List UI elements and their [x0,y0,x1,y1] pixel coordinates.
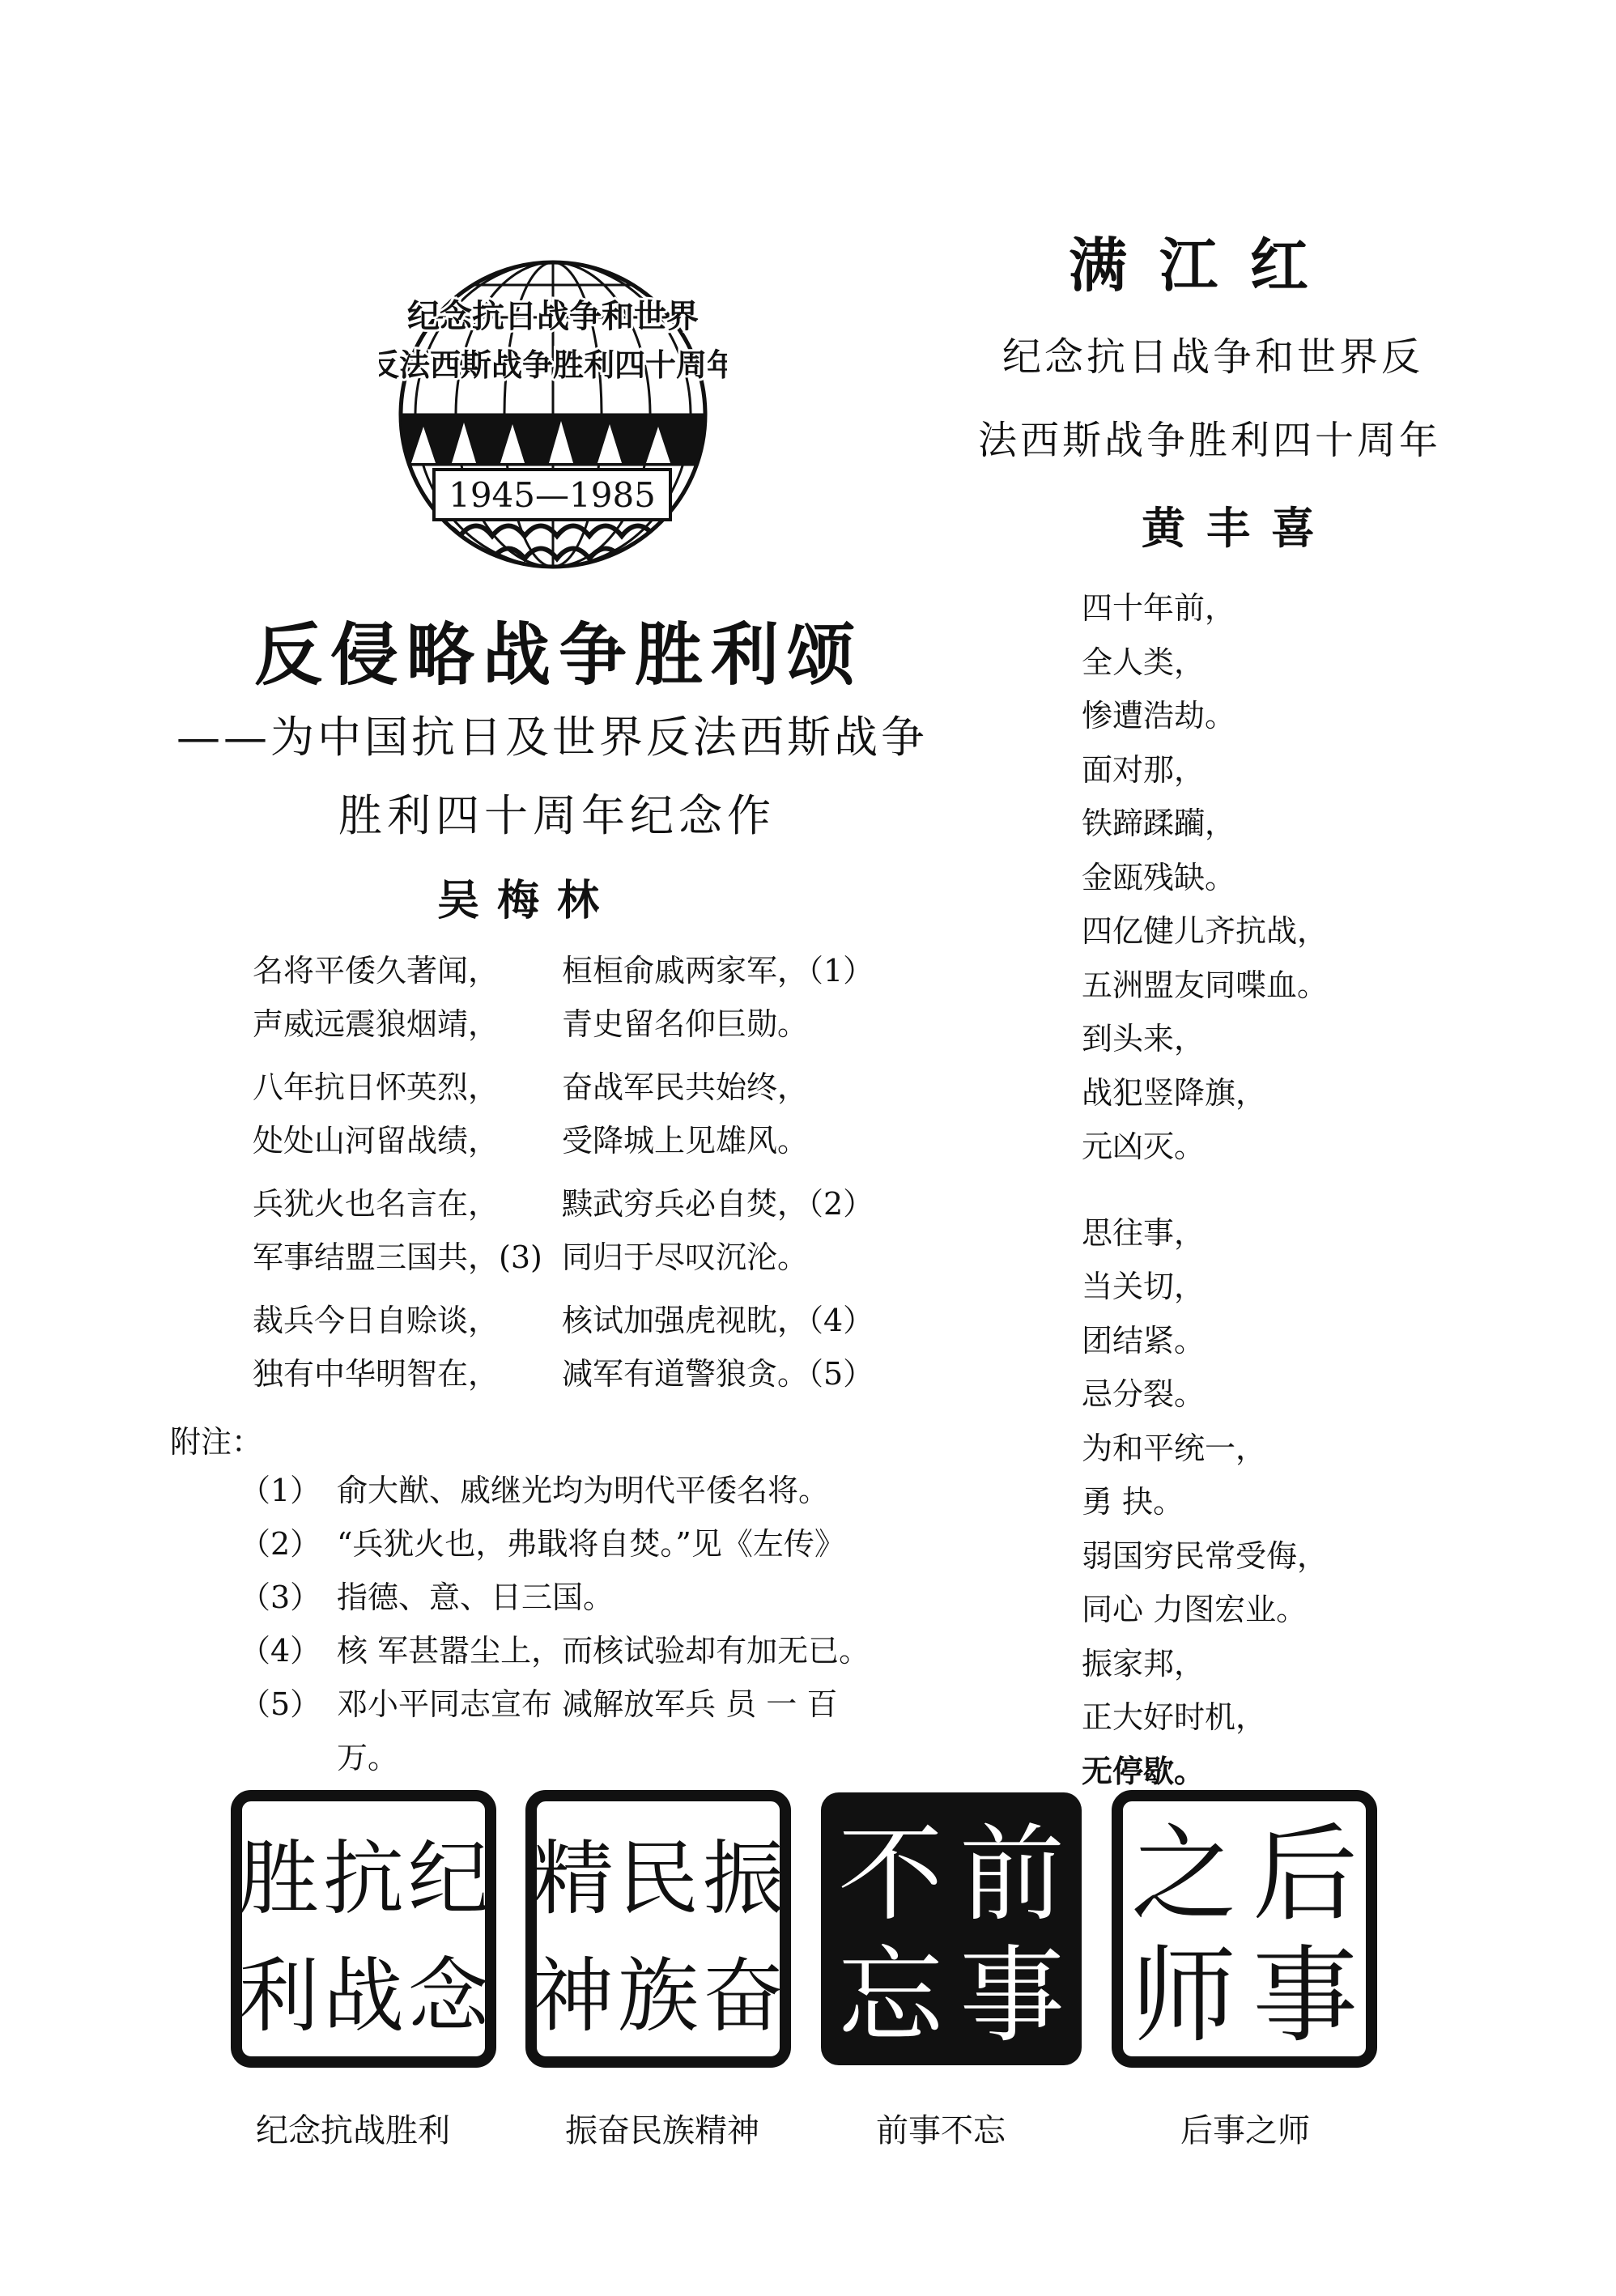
poem-line [253,1349,981,1402]
right-poem-line: 团结紧。 [1082,1322,1206,1358]
seal-remember-past [818,1789,1085,2069]
right-poem-line: 全人类， [1082,644,1206,680]
poem-line-first-half: 裁兵今日自赊谈， [253,1303,500,1338]
right-poem-line: 振家邦， [1082,1645,1206,1682]
right-poem-line: 勇 抉。 [1082,1484,1184,1520]
right-poem-subtitle-line1: 纪念抗日战争和世界反 [1002,334,1424,380]
poem-line-second-half: 同归于尽叹沉沦。 [562,1239,809,1275]
right-poem-line: 到头来， [1082,1021,1206,1057]
right-poem-line: 元凶灭。 [1082,1129,1206,1164]
poem-line [253,946,981,999]
emblem-years: 1945—1985 [449,475,656,515]
stanza-gap [1082,1176,1422,1208]
globe-emblem-icon [379,253,727,576]
svg-text:族: 族 [618,1949,699,2043]
note-item [240,1519,936,1572]
seal-caption: 纪念抗战胜利 [256,2112,450,2149]
note-item [240,1733,936,1786]
svg-text:之: 之 [1130,1813,1237,1936]
svg-text:师: 师 [1130,1934,1237,2057]
svg-text:事: 事 [959,1934,1065,2057]
poem-line-first-half: 兵犹火也名言在， [253,1186,500,1222]
poem-line-second-half: 核试加强虎视眈，（4） [562,1303,874,1338]
svg-text:战: 战 [323,1949,404,2043]
right-poem-line: 正大好时机， [1082,1699,1267,1735]
poem-line-first-half: 名将平倭久著闻， [253,953,500,989]
right-poem-title: 满江红 [1069,232,1342,300]
note-text: “兵犹火也，弗戢将自焚。”见《左传》 [337,1526,845,1562]
right-poem-line: 四亿健儿齐抗战， [1082,913,1329,949]
main-poem-subtitle-line1: ——为中国抗日及世界反法西斯战争 [176,712,928,763]
seal-caption: 振奋民族精神 [565,2112,759,2149]
poem-line-second-half: 青史留名仰巨勋。 [562,1006,809,1042]
poem-stanza-3 [253,1179,981,1286]
notes-list [240,1465,936,1786]
note-number: （2） [240,1526,321,1562]
emblem-line1: 纪念抗日战争和世界 [407,298,699,335]
poem-line [253,999,981,1052]
svg-text:前: 前 [959,1813,1065,1936]
svg-text:精: 精 [533,1831,614,1926]
seal-stamp-icon [1111,1789,1378,2069]
poem-line [253,1179,981,1232]
note-item [240,1679,936,1733]
seal-caption: 前事不忘 [876,2112,1006,2149]
right-poem-line: 弱国穷民常受侮， [1082,1537,1329,1574]
right-poem-author: 黄丰喜 [1142,503,1336,554]
svg-text:念: 念 [408,1949,489,2043]
note-text: 指德、意、日三国。 [337,1580,615,1615]
seal-lesson-for-future [1111,1789,1378,2069]
poem-line-second-half: 奋战军民共始终， [562,1069,809,1105]
svg-text:抗: 抗 [323,1831,404,1926]
main-poem-title: 反侵略战争胜利颂 [253,615,863,695]
poem-stanza-4 [253,1295,981,1402]
svg-text:振: 振 [703,1831,784,1926]
svg-text:奋: 奋 [703,1949,784,2043]
poem-line-second-half: 受降城上见雄风。 [562,1123,809,1159]
right-poem-line: 战犯竖降旗， [1082,1074,1267,1111]
seal-commemorate-victory [230,1789,497,2069]
note-item [240,1572,936,1626]
svg-text:不: 不 [837,1813,944,1936]
right-poem-line: 五洲盟友同喋血。 [1082,967,1329,1003]
poem-line [253,1062,981,1116]
poem-line-first-half: 声威远震狼烟靖， [253,1006,500,1042]
note-number: （4） [240,1633,321,1669]
commemorative-emblem [379,253,727,576]
poem-line [253,1232,981,1286]
note-item [240,1626,936,1679]
svg-text:忘: 忘 [837,1934,944,2057]
seal-invigorate-national-spirit [525,1789,792,2069]
main-poem-author: 吴梅林 [437,877,618,925]
note-text: 万。 [337,1740,399,1775]
seal-caption: 后事之师 [1180,2112,1310,2149]
svg-text:后: 后 [1252,1813,1359,1936]
note-text: 核 军甚嚣尘上，而核试验却有加无已。 [337,1633,870,1669]
poem-line-second-half: 桓桓俞戚两家军，（1） [562,953,874,989]
svg-text:民: 民 [618,1831,699,1926]
right-poem-body [1082,583,1422,1800]
right-poem-line: 为和平统一， [1082,1430,1267,1466]
seal-stamp-icon [230,1789,497,2069]
poem-line-first-half: 独有中华明智在， [253,1356,500,1392]
poem-stanza-2 [253,1062,981,1169]
poem-line-first-half: 八年抗日怀英烈， [253,1069,500,1105]
note-text: 邓小平同志宣布 减解放军兵 员 一 百 [337,1686,838,1722]
poem-line-second-half: 减军有道警狼贪。（5） [562,1356,874,1392]
svg-text:胜: 胜 [238,1831,319,1926]
poem-line-second-half: 黩武穷兵必自焚，（2） [562,1186,874,1222]
right-poem-line: 四十年前， [1082,590,1236,626]
svg-text:事: 事 [1252,1934,1359,2057]
poem-line [253,1295,981,1349]
right-poem-line: 同心 力图宏业。 [1082,1592,1308,1627]
note-number: （1） [240,1473,321,1508]
note-number: （5） [240,1686,321,1722]
seal-stamp-icon [818,1789,1085,2069]
right-poem-line: 忌分裂。 [1082,1376,1206,1412]
poem-line [253,1116,981,1169]
note-number: （3） [240,1580,321,1615]
right-poem-line: 惨遭浩劫。 [1082,698,1236,733]
svg-text:利: 利 [238,1949,319,2043]
note-item [240,1465,936,1519]
right-poem-subtitle-line2: 法西斯战争胜利四十周年 [978,418,1442,463]
svg-text:纪: 纪 [408,1831,489,1926]
right-poem-line: 铁蹄蹂躏， [1082,806,1236,841]
right-poem-line: 当关切， [1082,1269,1206,1304]
main-poem-subtitle-line2: 胜利四十周年纪念作 [338,790,776,841]
right-poem-line: 思往事， [1082,1214,1206,1251]
notes-label: 附注： [170,1424,263,1460]
note-text: 俞大猷、戚继光均为明代平倭名将。 [337,1473,830,1508]
right-poem-line: 面对那， [1082,751,1206,788]
right-poem-line: 金瓯残缺。 [1082,859,1236,895]
poem-line-first-half: 处处山河留战绩， [253,1123,500,1159]
svg-text:神: 神 [533,1949,614,2043]
poem-stanza-1 [253,946,981,1052]
right-poem-line: 无停歇。 [1082,1752,1206,1789]
seal-stamp-icon [525,1789,792,2069]
poem-line-first-half: 军事结盟三国共，(3) [253,1239,542,1275]
emblem-line2: 反法西斯战争胜利四十周年 [379,347,727,383]
